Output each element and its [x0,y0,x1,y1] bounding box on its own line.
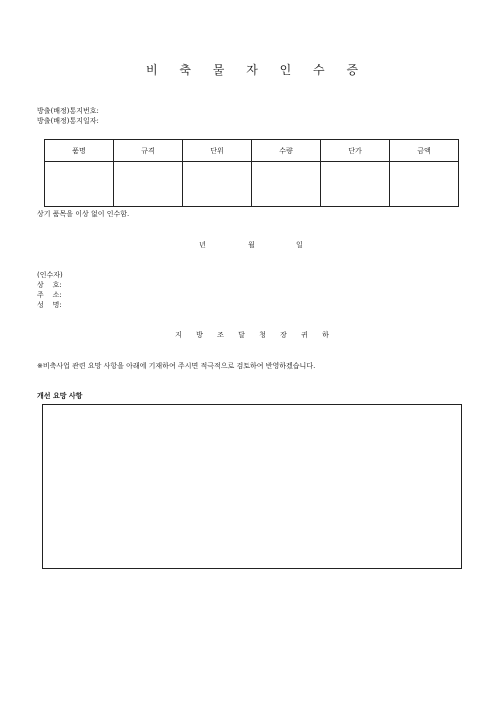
table-cell[interactable] [183,162,252,207]
addressee-char: 방 [196,331,203,339]
addressee-char: 지 [175,331,182,339]
items-table [44,139,459,207]
header-unit: 단위 [183,140,252,162]
notice-date-label: 방출(배정)통지일자: [37,117,99,125]
header-unit-price: 단가 [321,140,390,162]
name-label: 성 명: [37,301,62,309]
table-row [45,162,459,207]
header-quantity: 수량 [252,140,321,162]
addressee-char: 장 [280,331,287,339]
table-cell[interactable] [45,162,114,207]
date-day: 일 [296,241,303,249]
suggestion-note: ※비축사업 관련 요망 사항을 아래에 기재하여 주시면 적극적으로 검토하여 반영하겠습니다. [37,362,316,370]
header-amount: 금액 [390,140,459,162]
title-char: 비 [145,63,158,77]
title-char: 수 [313,63,325,77]
addressee-line [0,330,504,340]
address-label: 주 소: [37,291,62,299]
title-char: 인 [279,63,292,77]
confirmation-text: 상기 품목을 이상 없이 인수함. [37,210,130,218]
recipient-heading: (인수자) [37,271,63,279]
table-cell[interactable] [252,162,321,207]
date-month: 월 [248,241,255,249]
addressee-char: 조 [217,331,224,339]
table-header-row [45,140,459,162]
company-label: 상 호: [37,281,62,289]
date-year: 년 [199,241,206,249]
header-spec: 규격 [114,140,183,162]
title-char: 자 [246,63,258,77]
suggestion-heading: 개선 요망 사항 [37,392,83,400]
addressee-char: 귀 [301,331,308,339]
addressee-char: 청 [259,331,266,339]
addressee-char: 하 [322,331,329,339]
table-cell[interactable] [114,162,183,207]
document-title [0,61,504,78]
addressee-char: 달 [238,331,245,339]
title-char: 물 [212,63,225,77]
table-cell[interactable] [390,162,459,207]
title-char: 증 [346,63,359,77]
title-char: 축 [179,63,191,77]
suggestion-box[interactable] [42,404,462,569]
notice-number-label: 방출(배정)통지번호: [37,107,99,115]
header-item-name: 품명 [45,140,114,162]
table-cell[interactable] [321,162,390,207]
